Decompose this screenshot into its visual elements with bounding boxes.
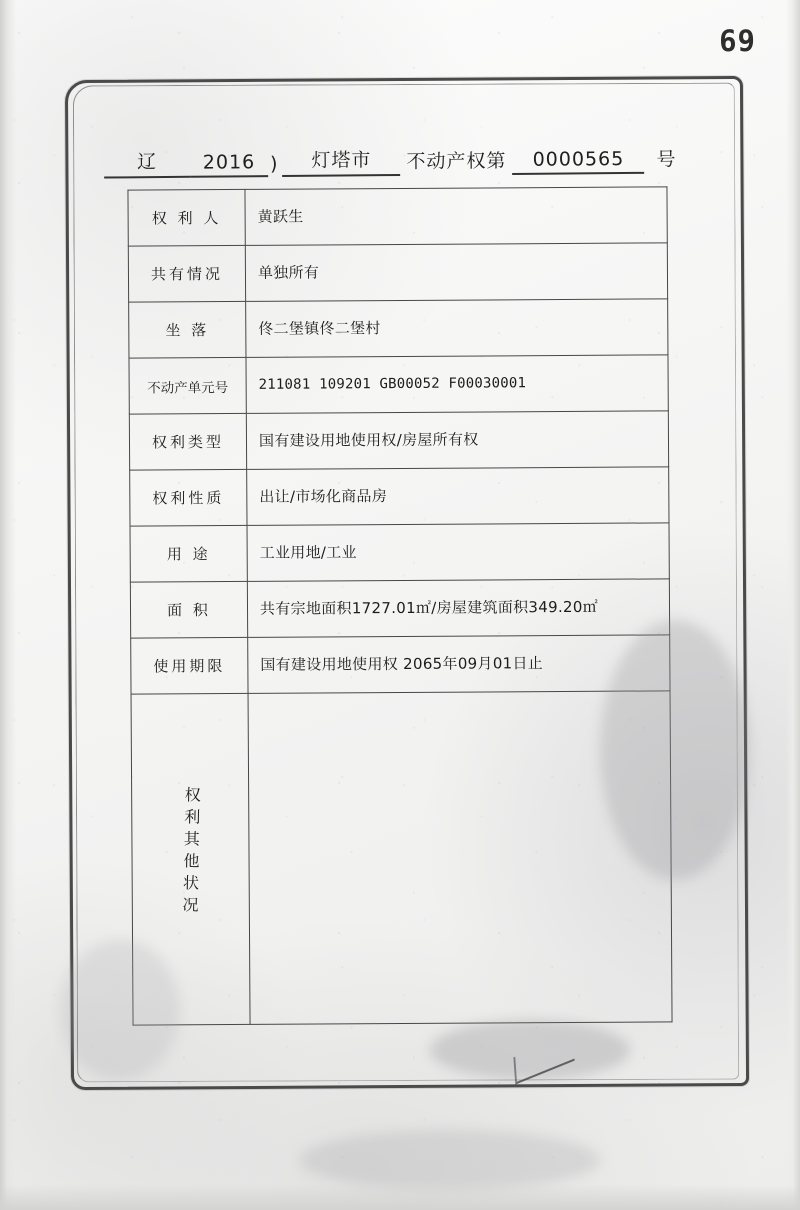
table-row [128,187,667,246]
page-edge-right [786,0,800,1210]
title-number: 0000565 [512,148,644,175]
row-label: 不动产单元号 [129,357,246,414]
scan-smudge [300,1130,600,1190]
row-label: 用 途 [130,525,247,582]
table-row [129,355,668,414]
row-value: 单独所有 [245,243,667,302]
table-row [128,243,667,302]
certificate-table [127,186,672,1025]
row-label: 共有情况 [128,245,245,302]
title-city: 灯塔市 [282,145,400,177]
page-edge-left [0,0,16,1210]
certificate-title [104,137,684,178]
other-status-label-cell [131,693,250,1025]
row-label: 权利性质 [130,469,247,526]
row-label: 权 利 人 [128,189,245,246]
other-status-label: 权利其他状况 [179,786,202,919]
row-label: 面 积 [130,581,247,638]
page-edge-bottom [0,1184,800,1210]
row-value: 工业用地/工业 [247,523,669,582]
title-suffix: 号 [656,148,677,171]
table-row [129,411,668,470]
row-value: 国有建设用地使用权 2065年09月01日止 [248,635,670,694]
row-label: 权利类型 [129,413,246,470]
row-value: 共有宗地面积1727.01㎡/房屋建筑面积349.20㎡ [247,579,669,638]
table-row [131,635,670,694]
table-row [130,579,669,638]
table-row [130,467,669,526]
row-value: 出让/市场化商品房 [247,467,669,526]
table-row [130,523,669,582]
row-value: 国有建设用地使用权/房屋所有权 [246,411,668,470]
title-paren: ) [269,153,279,176]
title-province: 辽 [104,147,190,179]
title-label: 不动产权第 [406,150,507,173]
page-number: 69 [719,24,756,58]
other-status-value [248,691,672,1025]
row-value: 211081 109201 GB00052 F00030001 [246,355,668,414]
row-value: 佟二堡镇佟二堡村 [246,299,668,358]
row-label: 坐 落 [129,301,246,358]
title-year: 2016 [190,151,268,178]
table-row-other-status [131,691,672,1025]
row-label: 使用期限 [131,637,248,694]
table-row [129,299,668,358]
row-value: 黄跃生 [245,187,667,246]
